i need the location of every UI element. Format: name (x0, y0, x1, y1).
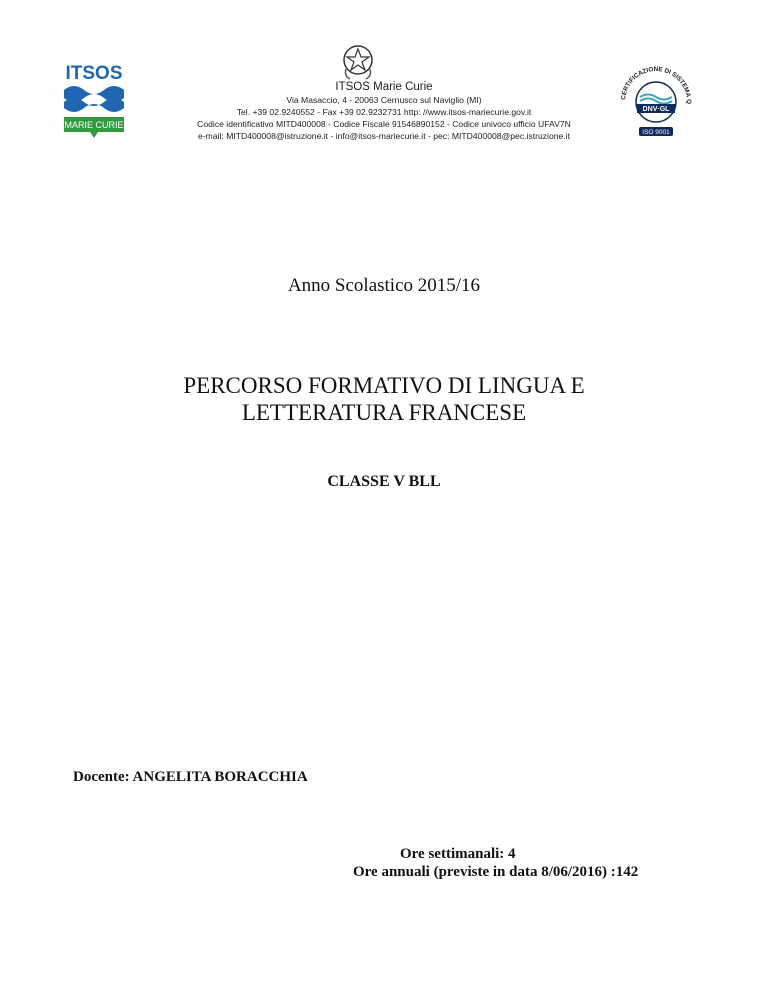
school-info (150, 80, 618, 142)
school-contacts: Tel. +39 02.9240552 - Fax +39 02.9232731 http: //www.itsos-mariecurie.gov.it (236, 107, 532, 117)
school-year: Anno Scolastico 2015/16 (287, 275, 481, 296)
title-line-1: PERCORSO FORMATIVO DI LINGUA E (183, 373, 585, 398)
weekly-hours: Ore settimanali: 4 (400, 846, 516, 862)
school-emails: e-mail: MITD400008@istruzione.it - info@itsos-mariecurie.it - pec: MITD400008@pec.istruzione.it (198, 131, 570, 141)
republic-emblem-icon (341, 43, 375, 81)
svg-text:CERTIFICAZIONE DI SISTEMA QUAL: CERTIFICAZIONE DI SISTEMA Q (620, 65, 693, 105)
school-codes: Codice identificativo MITD400008 - Codice Fiscale 91546890152 - Codice univoco ufficio UFAV7N (197, 119, 571, 129)
svg-text:MARIE CURIE: MARIE CURIE (64, 120, 124, 130)
teacher-name: Docente: ANGELITA BORACCHIA (73, 769, 308, 785)
annual-hours: Ore annuali (previste in data 8/06/2016) :142 (353, 864, 639, 880)
title-line-2: LETTERATURA FRANCESE (241, 400, 527, 425)
certification-seal (615, 52, 697, 138)
svg-text:ISO 9001: ISO 9001 (642, 129, 670, 136)
class-label: CLASSE V BLL (327, 473, 441, 490)
school-address: Via Masaccio, 4 - 20063 Cernusco sul Naviglio (MI) (286, 95, 482, 105)
document-title (0, 372, 768, 426)
itsos-logo (62, 62, 126, 140)
svg-text:DNV·GL: DNV·GL (642, 106, 670, 113)
svg-text:ITSOS: ITSOS (65, 63, 123, 84)
school-name: ITSOS Marie Curie (335, 81, 433, 93)
